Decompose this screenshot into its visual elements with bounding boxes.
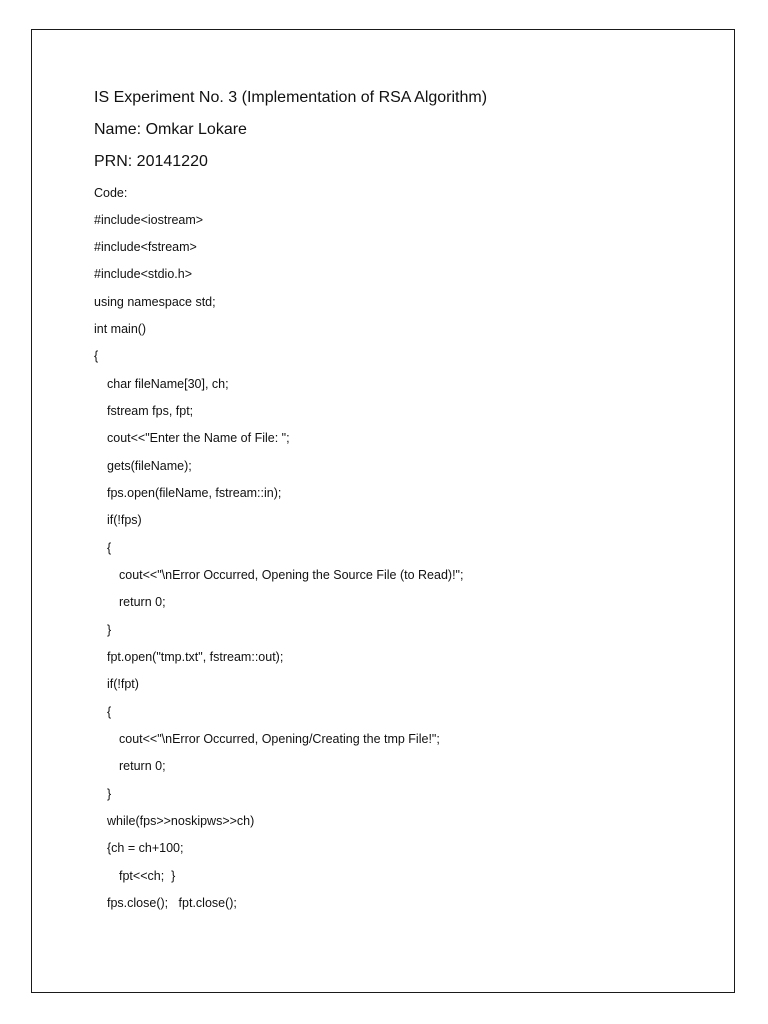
code-line: return 0; bbox=[119, 595, 166, 609]
code-line: while(fps>>noskipws>>ch) bbox=[107, 814, 255, 828]
code-line: if(!fps) bbox=[107, 513, 142, 527]
code-line: #include<iostream> bbox=[94, 213, 204, 227]
code-line: using namespace std; bbox=[94, 295, 216, 309]
code-line: int main() bbox=[94, 322, 147, 336]
code-line: } bbox=[107, 623, 112, 637]
code-line: fpt.open("tmp.txt", fstream::out); bbox=[107, 650, 284, 664]
code-line: cout<<"\nError Occurred, Opening/Creating the tmp File!"; bbox=[119, 732, 440, 746]
code-line: cout<<"Enter the Name of File: "; bbox=[107, 431, 290, 445]
code-line: {ch = ch+100; bbox=[107, 841, 184, 855]
code-line: char fileName[30], ch; bbox=[107, 377, 229, 391]
document-page bbox=[31, 29, 735, 993]
student-prn: PRN: 20141220 bbox=[94, 153, 208, 170]
code-line: #include<stdio.h> bbox=[94, 267, 192, 281]
student-name: Name: Omkar Lokare bbox=[94, 121, 247, 138]
code-line: { bbox=[107, 705, 112, 719]
code-line: fps.open(fileName, fstream::in); bbox=[107, 486, 282, 500]
code-line: if(!fpt) bbox=[107, 677, 139, 691]
code-line: } bbox=[107, 787, 112, 801]
code-line: fps.close(); fpt.close(); bbox=[107, 896, 237, 910]
document-title: IS Experiment No. 3 (Implementation of RSA Algorithm) bbox=[94, 89, 488, 106]
code-line: { bbox=[94, 349, 99, 363]
code-line: fpt<<ch; } bbox=[119, 869, 176, 883]
code-line: #include<fstream> bbox=[94, 240, 197, 254]
code-line: { bbox=[107, 541, 112, 555]
code-line: cout<<"\nError Occurred, Opening the Source File (to Read)!"; bbox=[119, 568, 464, 582]
code-line: gets(fileName); bbox=[107, 459, 192, 473]
code-line: return 0; bbox=[119, 759, 166, 773]
code-label: Code: bbox=[94, 186, 128, 200]
code-line: fstream fps, fpt; bbox=[107, 404, 194, 418]
